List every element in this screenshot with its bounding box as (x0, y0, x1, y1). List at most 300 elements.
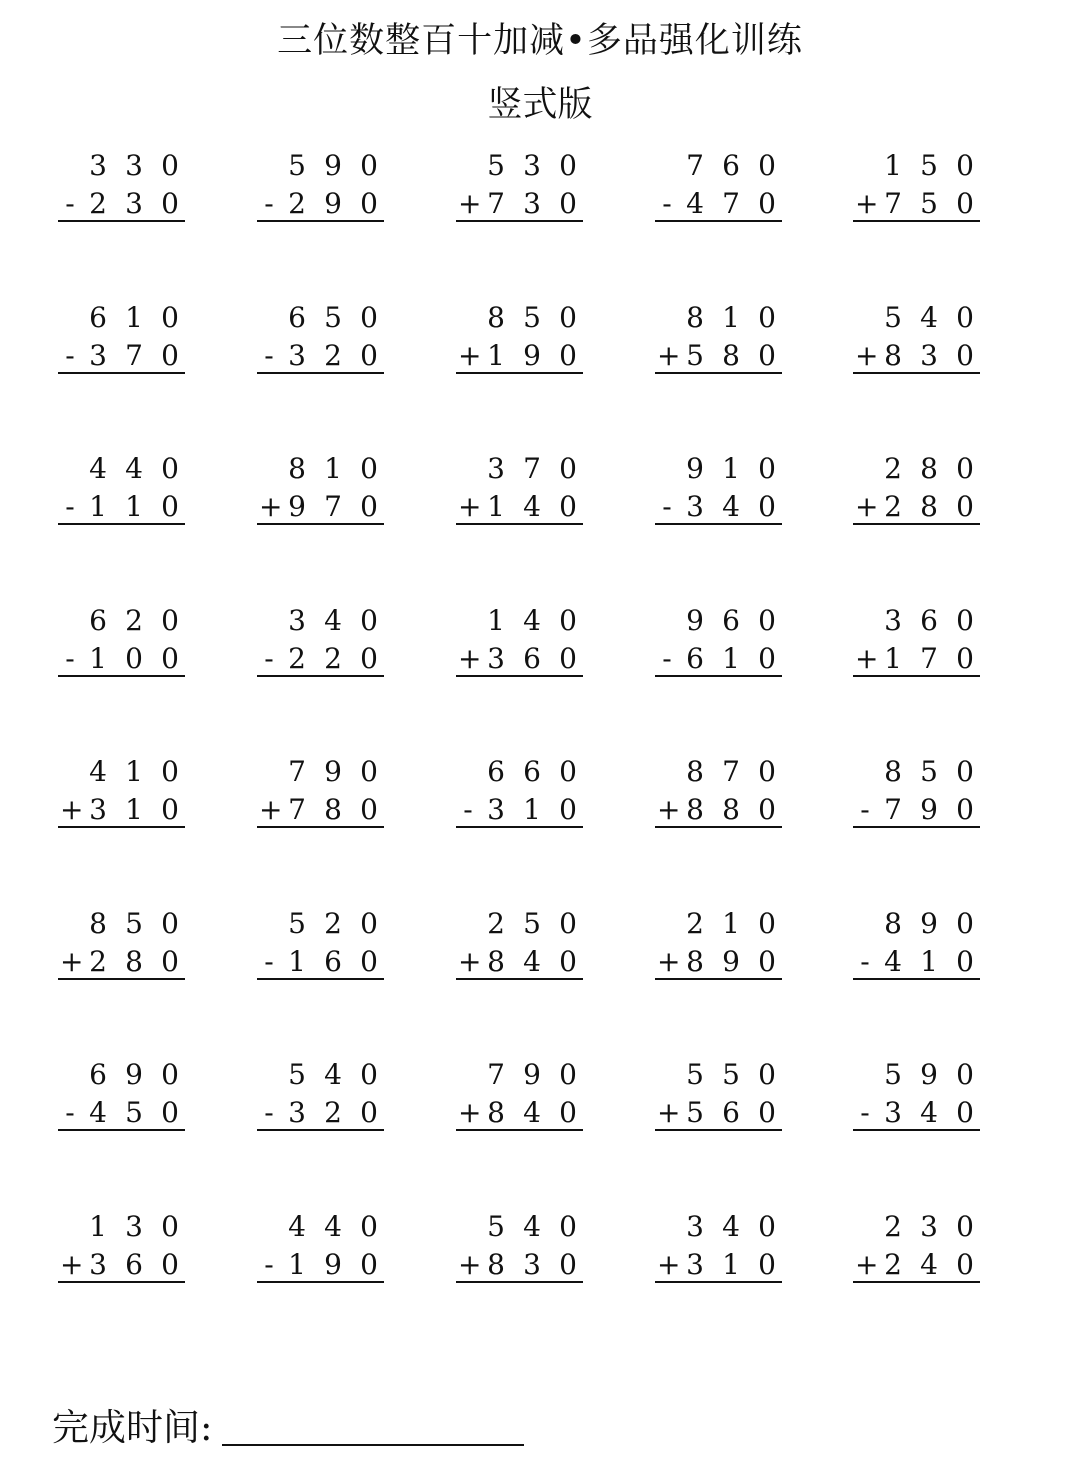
bottom-number (853, 641, 983, 677)
digit: 6 (722, 603, 740, 637)
digit: 8 (686, 944, 704, 978)
answer-line (853, 523, 980, 525)
top-number (257, 754, 387, 790)
digit: 2 (884, 452, 902, 485)
top-number (257, 603, 387, 639)
digit: 9 (324, 755, 342, 788)
operator-sign: - (463, 793, 473, 826)
digit: 0 (758, 452, 776, 485)
bottom-number (456, 944, 586, 980)
digit: 9 (920, 1058, 938, 1091)
bottom-number (58, 1247, 188, 1283)
digit: 5 (686, 1058, 704, 1091)
vertical-problem (655, 451, 785, 521)
operator-sign: + (259, 793, 283, 826)
top-number (456, 754, 586, 790)
digit: 0 (559, 1209, 577, 1243)
answer-line (456, 372, 583, 374)
bottom-number (58, 944, 188, 980)
digit: 6 (89, 300, 107, 334)
digit: 0 (161, 906, 179, 940)
top-number (655, 603, 785, 639)
digit: 5 (487, 149, 505, 182)
digit: 2 (324, 338, 342, 372)
digit: 0 (956, 944, 974, 978)
digit: 8 (884, 338, 902, 372)
digit: 1 (487, 603, 505, 637)
digit: 5 (288, 906, 306, 940)
operator-sign: + (855, 490, 879, 523)
digit: 9 (920, 906, 938, 940)
answer-line (655, 675, 782, 677)
operator-sign: + (855, 338, 879, 372)
top-number (853, 300, 983, 336)
top-number (655, 754, 785, 790)
digit: 7 (686, 149, 704, 182)
vertical-problem (456, 1209, 586, 1279)
operator-sign: + (855, 187, 879, 220)
digit: 7 (722, 755, 740, 788)
digit: 0 (758, 906, 776, 940)
bottom-number (257, 792, 387, 828)
answer-line (456, 978, 583, 980)
operator-sign: - (264, 187, 274, 220)
digit: 4 (523, 603, 541, 637)
digit: 3 (523, 187, 541, 220)
answer-line (58, 675, 185, 677)
operator-sign: + (657, 1096, 681, 1129)
digit: 2 (884, 1209, 902, 1243)
bottom-number (853, 1247, 983, 1283)
operator-sign: - (860, 1096, 870, 1129)
top-number (58, 906, 188, 942)
digit: 8 (920, 490, 938, 523)
digit: 0 (161, 338, 179, 372)
vertical-problem (456, 906, 586, 976)
vertical-problem (58, 754, 188, 824)
digit: 0 (360, 944, 378, 978)
top-number (58, 1209, 188, 1245)
top-number (456, 1057, 586, 1093)
digit: 8 (125, 944, 143, 978)
answer-line (257, 372, 384, 374)
digit: 0 (956, 452, 974, 485)
top-number (257, 148, 387, 184)
digit: 8 (686, 793, 704, 826)
digit: 8 (686, 300, 704, 334)
digit: 7 (324, 490, 342, 523)
digit: 9 (920, 793, 938, 826)
answer-line (853, 372, 980, 374)
top-number (257, 906, 387, 942)
digit: 3 (920, 338, 938, 372)
operator-sign: + (259, 490, 283, 523)
vertical-problem (655, 300, 785, 370)
digit: 4 (920, 1096, 938, 1129)
digit: 1 (722, 906, 740, 940)
digit: 0 (559, 149, 577, 182)
bottom-number (257, 944, 387, 980)
digit: 0 (559, 187, 577, 220)
digit: 0 (956, 1209, 974, 1243)
bottom-number (58, 489, 188, 525)
digit: 0 (161, 490, 179, 523)
vertical-problem (257, 451, 387, 521)
top-number (655, 1057, 785, 1093)
digit: 1 (523, 793, 541, 826)
digit: 5 (487, 1209, 505, 1243)
digit: 3 (523, 149, 541, 182)
top-number (655, 906, 785, 942)
digit: 1 (884, 641, 902, 675)
bottom-number (257, 489, 387, 525)
digit: 5 (686, 338, 704, 372)
bottom-number (456, 1095, 586, 1131)
answer-line (655, 1129, 782, 1131)
top-number (58, 148, 188, 184)
digit: 0 (758, 793, 776, 826)
digit: 9 (523, 338, 541, 372)
digit: 9 (324, 1247, 342, 1281)
top-number (58, 300, 188, 336)
digit: 0 (758, 1058, 776, 1091)
digit: 6 (89, 603, 107, 637)
digit: 5 (722, 1058, 740, 1091)
digit: 4 (523, 490, 541, 523)
digit: 0 (161, 641, 179, 675)
completion-time-label: 完成时间: (52, 1406, 213, 1449)
operator-sign: - (65, 490, 75, 523)
answer-line (58, 978, 185, 980)
bottom-number (655, 641, 785, 677)
answer-line (456, 1129, 583, 1131)
digit: 8 (487, 300, 505, 334)
digit: 9 (686, 452, 704, 485)
digit: 0 (125, 641, 143, 675)
digit: 3 (89, 338, 107, 372)
digit: 6 (523, 641, 541, 675)
digit: 8 (884, 906, 902, 940)
digit: 0 (360, 338, 378, 372)
bottom-number (257, 1095, 387, 1131)
answer-line (257, 675, 384, 677)
digit: 7 (288, 793, 306, 826)
operator-sign: - (65, 338, 75, 372)
digit: 1 (89, 1209, 107, 1243)
digit: 4 (686, 187, 704, 220)
digit: 7 (920, 641, 938, 675)
digit: 8 (722, 793, 740, 826)
digit: 3 (89, 1247, 107, 1281)
bottom-number (58, 1095, 188, 1131)
vertical-problem (58, 1209, 188, 1279)
digit: 0 (956, 906, 974, 940)
operator-sign: - (264, 1096, 274, 1129)
top-number (456, 906, 586, 942)
digit: 7 (487, 1058, 505, 1091)
digit: 4 (920, 300, 938, 334)
top-number (58, 754, 188, 790)
vertical-problem (58, 906, 188, 976)
answer-line (655, 978, 782, 980)
vertical-problem (853, 1209, 983, 1279)
digit: 7 (884, 187, 902, 220)
digit: 6 (324, 944, 342, 978)
digit: 5 (686, 1096, 704, 1129)
top-number (58, 451, 188, 487)
digit: 0 (956, 1247, 974, 1281)
digit: 1 (125, 300, 143, 334)
vertical-problem (853, 451, 983, 521)
digit: 0 (559, 641, 577, 675)
digit: 5 (884, 1058, 902, 1091)
answer-line (655, 220, 782, 222)
bottom-number (655, 792, 785, 828)
digit: 9 (686, 603, 704, 637)
digit: 4 (920, 1247, 938, 1281)
digit: 0 (956, 490, 974, 523)
operator-sign: + (657, 944, 681, 978)
digit: 0 (758, 944, 776, 978)
digit: 8 (487, 1247, 505, 1281)
digit: 0 (360, 1247, 378, 1281)
digit: 6 (523, 755, 541, 788)
digit: 7 (487, 187, 505, 220)
digit: 9 (523, 1058, 541, 1091)
vertical-problem (257, 603, 387, 673)
digit: 4 (125, 452, 143, 485)
bottom-number (655, 186, 785, 222)
top-number (853, 1209, 983, 1245)
bottom-number (456, 641, 586, 677)
digit: 0 (956, 603, 974, 637)
digit: 4 (523, 944, 541, 978)
digit: 1 (89, 641, 107, 675)
top-number (58, 1057, 188, 1093)
digit: 0 (956, 641, 974, 675)
digit: 0 (559, 944, 577, 978)
top-number (853, 906, 983, 942)
digit: 5 (288, 149, 306, 182)
operator-sign: - (264, 944, 274, 978)
top-number (257, 300, 387, 336)
digit: 5 (288, 1058, 306, 1091)
digit: 0 (161, 603, 179, 637)
vertical-problem (58, 148, 188, 218)
vertical-problem (456, 754, 586, 824)
digit: 0 (559, 755, 577, 788)
top-number (456, 300, 586, 336)
digit: 1 (288, 1247, 306, 1281)
digit: 6 (722, 1096, 740, 1129)
digit: 0 (559, 1096, 577, 1129)
digit: 8 (324, 793, 342, 826)
operator-sign: + (855, 1247, 879, 1281)
digit: 3 (487, 452, 505, 485)
answer-line (257, 523, 384, 525)
digit: 4 (324, 1209, 342, 1243)
operator-sign: - (65, 641, 75, 675)
bottom-number (853, 338, 983, 374)
top-number (655, 300, 785, 336)
digit: 3 (884, 1096, 902, 1129)
bottom-number (257, 1247, 387, 1283)
digit: 8 (487, 944, 505, 978)
digit: 9 (288, 490, 306, 523)
operator-sign: + (657, 338, 681, 372)
digit: 3 (288, 1096, 306, 1129)
digit: 4 (324, 603, 342, 637)
vertical-problem (655, 754, 785, 824)
digit: 8 (884, 755, 902, 788)
digit: 8 (89, 906, 107, 940)
operator-sign: + (60, 944, 84, 978)
bottom-number (58, 792, 188, 828)
digit: 6 (920, 603, 938, 637)
digit: 0 (360, 490, 378, 523)
digit: 0 (956, 187, 974, 220)
digit: 0 (161, 149, 179, 182)
digit: 2 (324, 641, 342, 675)
top-number (257, 451, 387, 487)
answer-line (456, 220, 583, 222)
digit: 3 (884, 603, 902, 637)
bottom-number (58, 641, 188, 677)
digit: 0 (360, 641, 378, 675)
answer-line (257, 826, 384, 828)
top-number (853, 451, 983, 487)
answer-line (655, 826, 782, 828)
digit: 0 (161, 755, 179, 788)
digit: 0 (161, 944, 179, 978)
digit: 1 (722, 1247, 740, 1281)
digit: 1 (125, 490, 143, 523)
digit: 4 (89, 1096, 107, 1129)
operator-sign: - (662, 187, 672, 220)
digit: 0 (758, 187, 776, 220)
digit: 0 (956, 1096, 974, 1129)
answer-line (58, 1129, 185, 1131)
answer-line (853, 978, 980, 980)
digit: 0 (360, 906, 378, 940)
answer-line (58, 826, 185, 828)
digit: 2 (884, 1247, 902, 1281)
digit: 3 (686, 490, 704, 523)
digit: 7 (288, 755, 306, 788)
digit: 4 (324, 1058, 342, 1091)
digit: 1 (125, 793, 143, 826)
operator-sign: + (657, 1247, 681, 1281)
vertical-problem (456, 451, 586, 521)
digit: 8 (722, 338, 740, 372)
digit: 1 (487, 490, 505, 523)
digit: 7 (125, 338, 143, 372)
digit: 2 (324, 1096, 342, 1129)
operator-sign: + (60, 1247, 84, 1281)
answer-line (257, 978, 384, 980)
digit: 2 (288, 641, 306, 675)
digit: 2 (487, 906, 505, 940)
vertical-problem (655, 906, 785, 976)
operator-sign: - (662, 490, 672, 523)
answer-line (58, 220, 185, 222)
top-number (456, 603, 586, 639)
bottom-number (853, 186, 983, 222)
vertical-problem (853, 754, 983, 824)
bottom-number (853, 1095, 983, 1131)
bottom-number (655, 1095, 785, 1131)
digit: 0 (161, 793, 179, 826)
worksheet-subtitle: 竖式版 (487, 85, 593, 125)
digit: 5 (523, 300, 541, 334)
digit: 2 (686, 906, 704, 940)
digit: 0 (758, 300, 776, 334)
digit: 3 (686, 1209, 704, 1243)
digit: 0 (360, 149, 378, 182)
digit: 0 (559, 490, 577, 523)
top-number (456, 148, 586, 184)
digit: 5 (920, 187, 938, 220)
digit: 1 (884, 149, 902, 182)
answer-line (456, 1281, 583, 1283)
vertical-problem (257, 300, 387, 370)
vertical-problem (58, 451, 188, 521)
digit: 9 (324, 187, 342, 220)
top-number (58, 603, 188, 639)
digit: 0 (360, 603, 378, 637)
digit: 3 (125, 149, 143, 182)
digit: 7 (884, 793, 902, 826)
vertical-problem (853, 1057, 983, 1127)
worksheet-title: 三位数整百十加减•多品强化训练 (277, 21, 803, 61)
answer-line (853, 675, 980, 677)
answer-line (456, 826, 583, 828)
digit: 3 (920, 1209, 938, 1243)
digit: 5 (324, 300, 342, 334)
operator-sign: + (458, 1247, 482, 1281)
digit: 2 (288, 187, 306, 220)
digit: 1 (722, 452, 740, 485)
operator-sign: - (264, 338, 274, 372)
digit: 3 (487, 641, 505, 675)
digit: 5 (125, 906, 143, 940)
top-number (655, 451, 785, 487)
answer-line (456, 675, 583, 677)
digit: 4 (523, 1096, 541, 1129)
digit: 4 (523, 1209, 541, 1243)
vertical-problem (655, 1209, 785, 1279)
digit: 4 (288, 1209, 306, 1243)
digit: 0 (360, 755, 378, 788)
bottom-number (257, 338, 387, 374)
digit: 5 (523, 906, 541, 940)
digit: 2 (884, 490, 902, 523)
digit: 4 (89, 755, 107, 788)
digit: 9 (722, 944, 740, 978)
digit: 0 (956, 338, 974, 372)
operator-sign: + (458, 1096, 482, 1129)
digit: 0 (360, 187, 378, 220)
answer-line (655, 523, 782, 525)
digit: 6 (89, 1058, 107, 1091)
vertical-problem (257, 1057, 387, 1127)
digit: 4 (722, 1209, 740, 1243)
digit: 0 (758, 1096, 776, 1129)
operator-sign: - (860, 944, 870, 978)
answer-line (853, 826, 980, 828)
digit: 1 (324, 452, 342, 485)
digit: 3 (487, 793, 505, 826)
